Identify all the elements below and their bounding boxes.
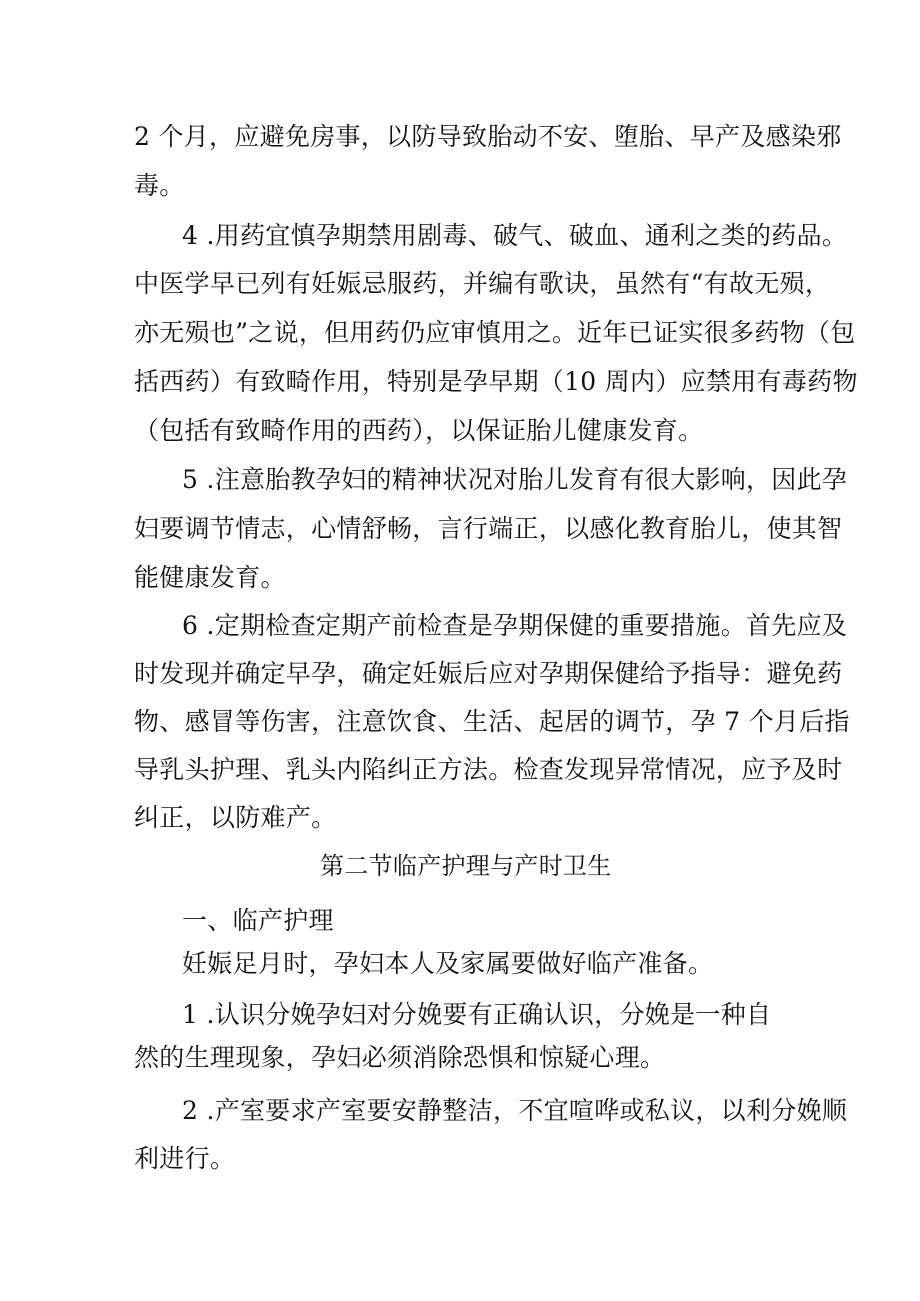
body-line: 能健康发育。 bbox=[134, 563, 286, 592]
body-line: 中医学早已列有妊娠忌服药，并编有歌诀，虽然有“有故无殒， bbox=[134, 269, 831, 298]
body-line: 6 .定期检查定期产前检查是孕期保健的重要措施。首先应及 bbox=[182, 611, 848, 640]
body-line: 导乳头护理、乳头内陷纠正方法。检查发现异常情况，应予及时 bbox=[134, 755, 843, 784]
body-line: 毒。 bbox=[134, 171, 185, 200]
subsection-heading: 一、临产护理 bbox=[182, 906, 334, 935]
body-line: 妊娠足月时，孕妇本人及家属要做好临产准备。 bbox=[182, 949, 714, 978]
body-line: 括西药）有致畸作用，特别是孕早期（10 周内）应禁用有毒药物 bbox=[134, 367, 858, 396]
body-line: 2 个月，应避免房事，以防导致胎动不安、堕胎、早产及感染邪 bbox=[134, 122, 842, 151]
body-line: 亦无殒也”之说，但用药仍应审慎用之。近年已证实很多药物（包 bbox=[134, 318, 856, 347]
body-line: 时发现并确定早孕，确定妊娠后应对孕期保健给予指导：避免药 bbox=[134, 659, 843, 688]
body-line: 利进行。 bbox=[134, 1144, 236, 1173]
body-line: 4 .用药宜慎孕期禁用剧毒、破气、破血、通利之类的药品。 bbox=[182, 221, 848, 250]
body-line: （包括有致畸作用的西药），以保证胎儿健康发育。 bbox=[134, 416, 704, 445]
body-line: 1 .认识分娩孕妇对分娩要有正确认识，分娩是一种自 bbox=[182, 1000, 772, 1029]
section-heading: 第二节临产护理与产时卫生 bbox=[320, 852, 612, 880]
body-line: 物、感冒等伤害，注意饮食、生活、起居的调节，孕 7 个月后指 bbox=[134, 707, 850, 736]
body-line: 纠正，以防难产。 bbox=[134, 803, 337, 832]
body-line: 2 .产室要求产室要安静整洁，不宜喧哗或私议，以利分娩顺 bbox=[182, 1096, 848, 1125]
body-line: 5 .注意胎教孕妇的精神状况对胎儿发育有很大影响，因此孕 bbox=[182, 465, 848, 494]
body-line: 然的生理现象，孕妇必须消除恐惧和惊疑心理。 bbox=[134, 1043, 666, 1072]
body-line: 妇要调节情志，心情舒畅，言行端正，以感化教育胎儿，使其智 bbox=[134, 514, 843, 543]
